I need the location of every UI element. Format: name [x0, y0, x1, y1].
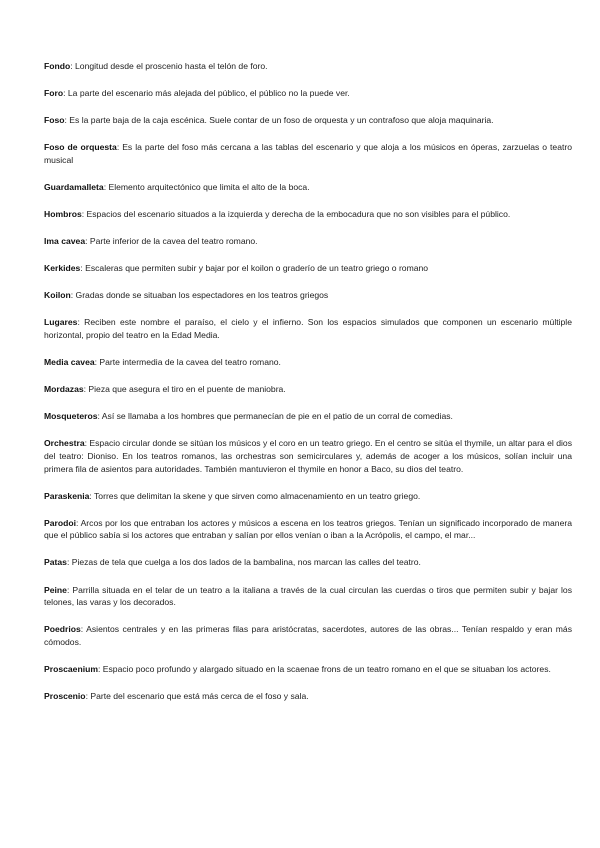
glossary-definition: : Piezas de tela que cuelga a los dos lados de la bambalina, nos marcan las calles del teatro.: [66, 557, 421, 568]
glossary-term: Media cavea: [44, 357, 95, 368]
glossary-entry: [44, 289, 572, 302]
glossary-definition: : Arcos por los que entraban los actores y músicos a escena en los teatros griegos. Tenían un significado incorporado de manera que el público sabía si los actores que entraban y salían por ellos venían o iban a la Acrópolis, el campo, el mar...: [44, 517, 572, 541]
glossary-term: Paraskenia: [44, 490, 90, 501]
glossary-entry: [44, 60, 572, 73]
glossary-definition: : Escaleras que permiten subir y bajar por el koilon o graderío de un teatro griego o romano: [80, 263, 429, 274]
glossary-definition: : Elemento arquitectónico que limita el alto de la boca.: [103, 181, 310, 192]
glossary-entry: [44, 87, 572, 100]
glossary-entry: [44, 517, 572, 542]
glossary-definition: : Así se llamaba a los hombres que permanecían de pie en el patio de un corral de comedias.: [97, 411, 453, 422]
glossary-term: Koilon: [44, 290, 71, 301]
glossary-term: Peine: [44, 584, 67, 595]
glossary-entry: [44, 556, 572, 569]
glossary-definition: : Parrilla situada en el telar de un teatro a la italiana a través de la cual circulan las cuerdas o tiros que permiten subir y bajar los telones, las varas y los decorados.: [44, 584, 572, 608]
glossary-entry: [44, 490, 572, 503]
glossary-entry: [44, 663, 572, 676]
glossary-term: Poedrios: [44, 624, 81, 635]
glossary-term: Patas: [44, 557, 67, 568]
glossary-entry: [44, 690, 572, 703]
glossary-term: Mosqueteros: [44, 411, 98, 422]
glossary-definition: : Reciben este nombre el paraíso, el cielo y el infierno. Son los espacios simulados que componen un escenario múltiple horizontal, propio del teatro en la Edad Media.: [44, 317, 572, 341]
glossary-term: Foro: [44, 88, 64, 99]
glossary-term: Parodoi: [44, 517, 76, 528]
glossary-entry: [44, 410, 572, 423]
glossary-entry: [44, 141, 572, 166]
glossary-term: Foso de orquesta: [44, 142, 117, 153]
glossary-entry: [44, 181, 572, 194]
glossary-term: Fondo: [44, 61, 71, 71]
glossary-entry: [44, 114, 572, 127]
glossary-definition: : Espacios del escenario situados a la izquierda y derecha de la embocadura que no son visibles para el público.: [81, 209, 511, 220]
glossary-term: Orchestra: [44, 438, 85, 449]
glossary-term: Proscenio: [44, 691, 86, 702]
glossary-term: Guardamalleta: [44, 181, 104, 192]
glossary-list: [44, 60, 572, 703]
glossary-definition: : Espacio poco profundo y alargado situado en la scaenae frons de un teatro romano en el que se situaban los actores.: [97, 663, 551, 674]
glossary-definition: : Longitud desde el proscenio hasta el telón de foro.: [70, 61, 268, 71]
glossary-term: Ima cavea: [44, 236, 86, 247]
glossary-definition: : Parte del escenario que está más cerca de el foso y sala.: [85, 691, 309, 702]
glossary-definition: : Parte inferior de la cavea del teatro romano.: [85, 236, 258, 247]
glossary-entry: [44, 356, 572, 369]
glossary-definition: : Asientos centrales y en las primeras filas para aristócratas, sacerdotes, autores de las obras... Tenían respaldo y eran más cómodos.: [44, 624, 572, 647]
glossary-entry: [44, 316, 572, 341]
glossary-definition: : Parte intermedia de la cavea del teatro romano.: [94, 357, 281, 368]
glossary-term: Hombros: [44, 209, 82, 220]
glossary-entry: [44, 383, 572, 396]
glossary-entry: [44, 262, 572, 275]
glossary-entry: [44, 437, 572, 475]
glossary-term: Lugares: [44, 317, 78, 328]
glossary-definition: : Es la parte baja de la caja escénica. Suele contar de un foso de orquesta y un contrafoso que aloja maquinaria.: [64, 115, 494, 126]
glossary-entry: [44, 584, 572, 609]
glossary-definition: : Es la parte del foso más cercana a las tablas del escenario y que aloja a los músicos en óperas, zarzuelas o teatro musical: [44, 142, 573, 165]
glossary-term: Mordazas: [44, 384, 84, 395]
glossary-definition: : La parte del escenario más alejada del público, el público no la puede ver.: [63, 88, 350, 99]
glossary-term: Kerkides: [44, 263, 81, 274]
glossary-entry: [44, 623, 572, 648]
glossary-entry: [44, 235, 572, 248]
glossary-definition: : Pieza que asegura el tiro en el puente de maniobra.: [83, 384, 286, 395]
glossary-entry: [44, 208, 572, 221]
glossary-term: Proscaenium: [44, 663, 98, 674]
glossary-definition: : Torres que delimitan la skene y que sirven como almacenamiento en un teatro griego.: [89, 490, 421, 501]
glossary-term: Foso: [44, 115, 65, 126]
glossary-definition: : Gradas donde se situaban los espectadores en los teatros griegos: [70, 290, 329, 301]
glossary-definition: : Espacio circular donde se sitúan los músicos y el coro en un teatro griego. En el centro se sitúa el thymile, un altar para el dios del teatro: Dioniso. En los teatros romanos, las orchestras son semicirculares y, además de acoger a los músicos, solían incluir una primera fila de asientos para autoridades. También mantuvieron el thymile en honor a Baco, su dios del teatro.: [44, 438, 572, 474]
